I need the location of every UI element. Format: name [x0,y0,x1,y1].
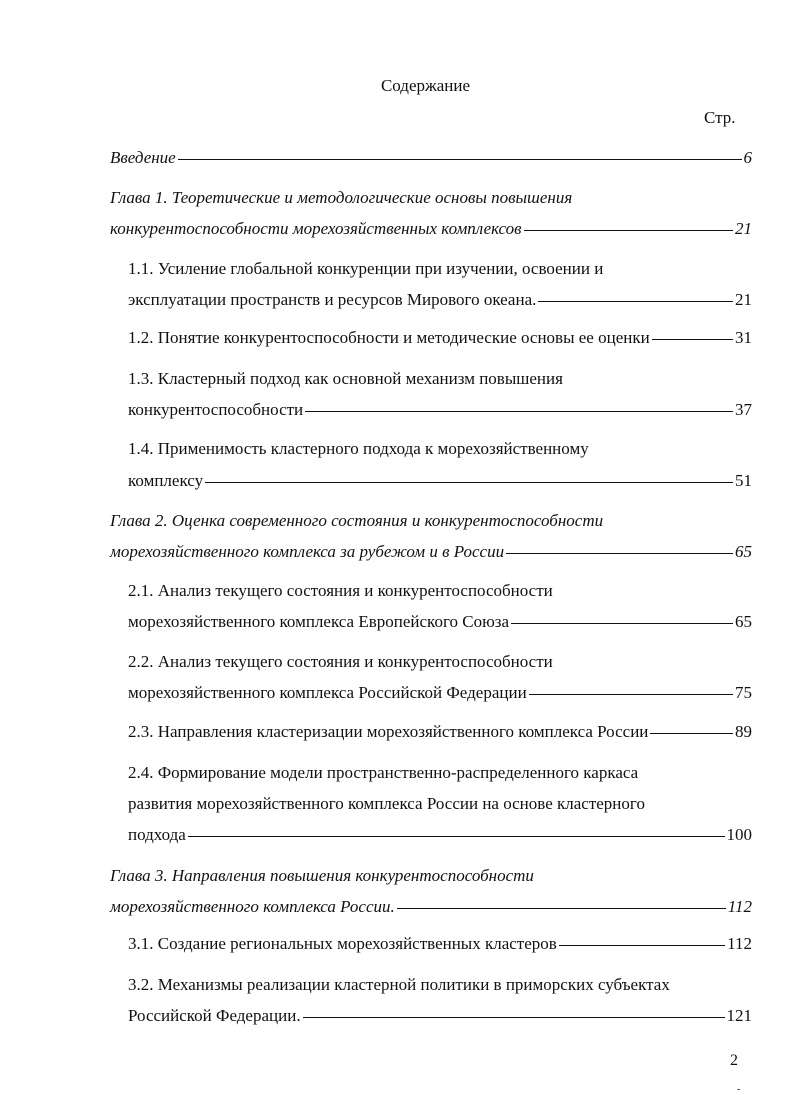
toc-entry-line [128,650,553,674]
page-column-label: Стр. [704,108,736,127]
toc-entry-line [128,1004,752,1028]
toc-entry-text: 3.2. Механизмы реализации кластерной политики в приморских субъектах [128,975,670,994]
toc-page-number: 121 [726,1006,752,1025]
toc-leader-line [650,733,733,734]
toc-leader-line [305,411,733,412]
toc-leader-line [205,482,733,483]
toc-entry-text: 3.1. Создание региональных морехозяйственных кластеров [128,934,557,953]
toc-page-number: 112 [727,897,752,916]
toc-entry-text: Российской Федерации. [128,1006,301,1025]
toc-page-number: 112 [727,934,752,953]
bottom-mark: - [737,1084,741,1095]
toc-leader-line [506,553,733,554]
toc-entry-text: морехозяйственного комплекса Европейского Союза [128,612,510,631]
toc-entry-line [110,895,752,919]
toc-page-number: 89 [735,722,752,741]
toc-entry-text: 1.4. Применимость кластерного подхода к морехозяйственному [128,439,589,458]
toc-page-number: 21 [735,219,752,238]
toc-leader-line [303,1017,725,1018]
toc-entry-line [128,792,645,816]
toc-entry-text: 1.1. Усиление глобальной конкуренции при изучении, освоении и [128,259,604,278]
toc-leader-line [559,945,725,946]
toc-entry-line [128,326,752,350]
toc-page-number: 31 [735,328,752,347]
toc-entry-line [128,761,638,785]
toc-entry-text: подхода [128,825,186,844]
toc-page-number: 6 [743,148,752,167]
toc-entry-line [110,509,603,533]
toc-leader-line [511,623,733,624]
toc-entry-text: Глава 2. Оценка современного состояния и конкурентоспособности [110,511,604,530]
toc-entry-line [128,973,670,997]
toc-leader-line [538,301,733,302]
toc-page-number: 37 [735,400,752,419]
toc-leader-line [652,339,733,340]
toc-entry-line [128,437,589,461]
toc-leader-line [529,694,733,695]
toc-entry-text: Введение [110,148,176,167]
toc-entry-line [128,469,752,493]
toc-page-number: 75 [735,683,752,702]
toc-page-number: 51 [735,471,752,490]
toc-page-number: 21 [735,290,752,309]
toc-entry-text: конкурентоспособности морехозяйственных комплексов [110,219,522,238]
toc-entry-line [128,932,752,956]
toc-entry-text: 2.2. Анализ текущего состояния и конкурентоспособности [128,652,553,671]
toc-entry-line [128,367,563,391]
toc-leader-line [524,230,734,231]
toc-entry-text: Глава 3. Направления повышения конкурентоспособности [110,866,534,885]
toc-entry-text: 2.3. Направления кластеризации морехозяйственного комплекса России [128,722,649,741]
toc-page-number: 65 [735,612,752,631]
page-title: Содержание [380,76,471,95]
toc-entry-line [128,257,603,281]
toc-entry-line [110,217,752,241]
toc-entry-text: 2.1. Анализ текущего состояния и конкурентоспособности [128,581,553,600]
toc-entry-line [110,540,752,564]
toc-entry-text: морехозяйственного комплекса Российской Федерации [128,683,527,702]
toc-entry-text: развития морехозяйственного комплекса России на основе кластерного [128,794,645,813]
toc-page-number: 65 [735,542,752,561]
toc-entry-text: 1.2. Понятие конкурентоспособности и методические основы ее оценки [128,328,650,347]
toc-entry-line [128,579,553,603]
toc-entry-line [128,823,752,847]
toc-leader-line [188,836,725,837]
toc-entry-line [110,146,752,170]
toc-entry-line [128,610,752,634]
toc-entry-line [128,720,752,744]
page-number: 2 [730,1052,738,1069]
toc-entry-text: конкурентоспособности [128,400,304,419]
toc-entry-line [128,681,752,705]
toc-entry-line [128,398,752,422]
toc-entry-text: эксплуатации пространств и ресурсов Мирового океана. [128,290,537,309]
toc-entry-text: 2.4. Формирование модели пространственно-распределенного каркаса [128,763,639,782]
toc-entry-text: морехозяйственного комплекса за рубежом и в России [110,542,505,561]
toc-entry-text: Глава 1. Теоретические и методологические основы повышения [110,188,573,207]
toc-leader-line [397,908,726,909]
toc-entry-text: морехозяйственного комплекса России. [110,897,395,916]
toc-entry-line [128,288,752,312]
toc-leader-line [178,159,742,160]
toc-entry-line [110,864,534,888]
toc-page-number: 100 [726,825,752,844]
toc-entry-text: 1.3. Кластерный подход как основной механизм повышения [128,369,563,388]
toc-entry-text: комплексу [128,471,204,490]
toc-entry-line [110,186,572,210]
